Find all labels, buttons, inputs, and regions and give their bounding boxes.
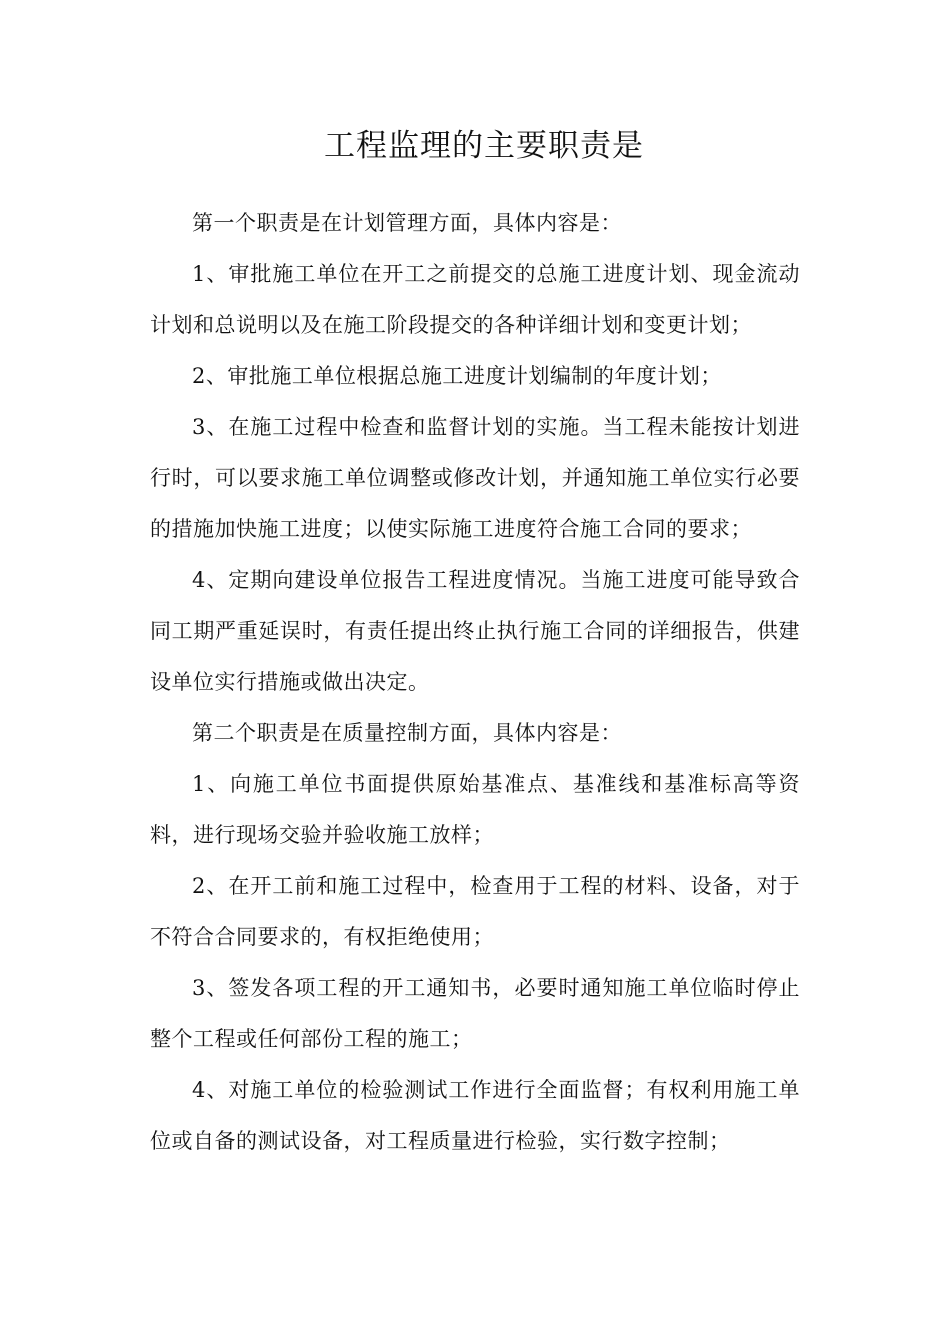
paragraph: 第二个职责是在质量控制方面，具体内容是： [192, 721, 622, 745]
paragraph: 4、对施工单位的检验测试工作进行全面监督；有权利用施工单位或自备的测试设备，对工程质量进行检验，实行数字控制； [150, 1078, 800, 1153]
paragraph: 1、审批施工单位在开工之前提交的总施工进度计划、现金流动计划和总说明以及在施工阶段提交的各种详细计划和变更计划； [150, 262, 800, 337]
paragraph: 2、审批施工单位根据总施工进度计划编制的年度计划； [192, 364, 722, 388]
paragraph: 3、在施工过程中检查和监督计划的实施。当工程未能按计划进行时，可以要求施工单位调整或修改计划，并通知施工单位实行必要的措施加快施工进度；以使实际施工进度符合施工合同的要求； [150, 415, 800, 541]
paragraph: 4、定期向建设单位报告工程进度情况。当施工进度可能导致合同工期严重延误时，有责任提出终止执行施工合同的详细报告，供建设单位实行措施或做出决定。 [150, 568, 800, 694]
paragraph: 1、向施工单位书面提供原始基准点、基准线和基准标高等资料，进行现场交验并验收施工放样； [150, 772, 800, 847]
document-title: 工程监理的主要职责是 [324, 128, 644, 164]
paragraph: 2、在开工前和施工过程中，检查用于工程的材料、设备，对于不符合合同要求的，有权拒绝使用； [150, 874, 800, 949]
paragraph: 第一个职责是在计划管理方面，具体内容是： [192, 211, 622, 235]
paragraph: 3、签发各项工程的开工通知书，必要时通知施工单位临时停止整个工程或任何部份工程的施工； [150, 976, 800, 1051]
document-body [150, 198, 800, 1167]
